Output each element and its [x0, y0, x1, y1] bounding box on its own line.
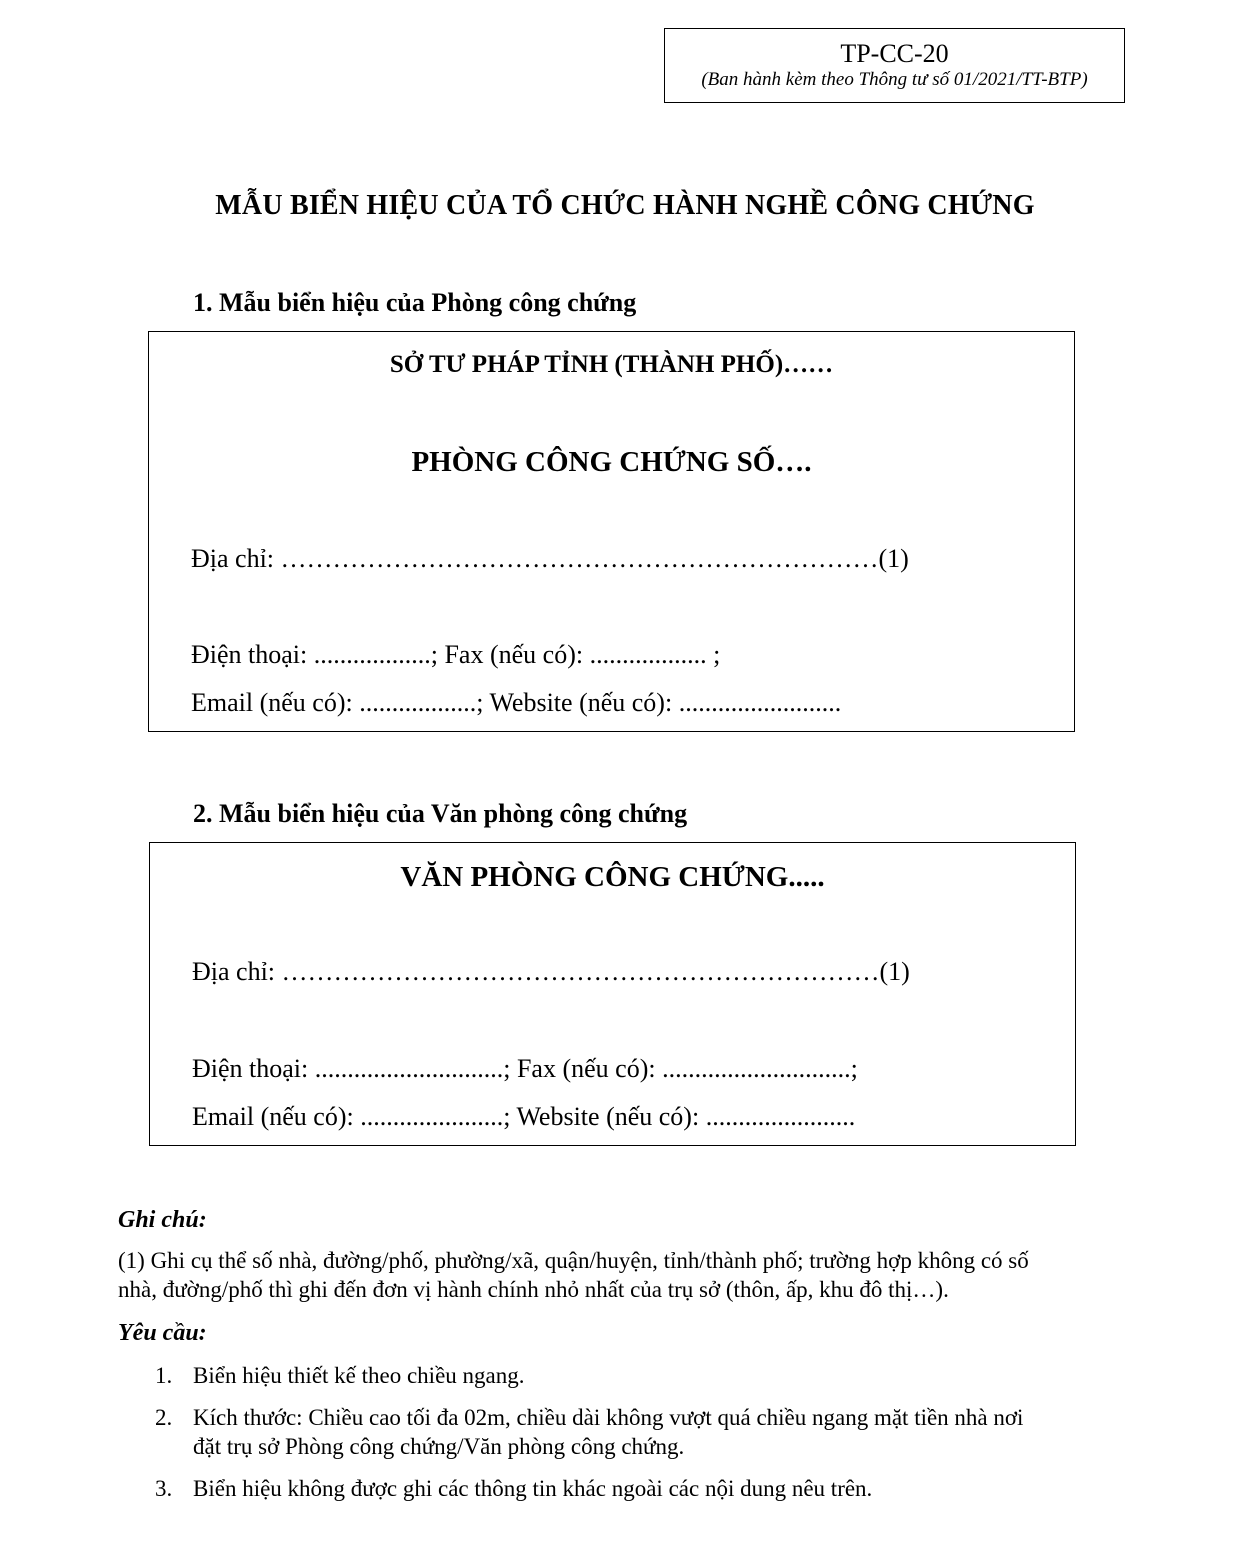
section2-heading: 2. Mẫu biển hiệu của Văn phòng công chứng — [193, 799, 688, 828]
sign-address: Địa chỉ: ……………………………………………………………(1) — [192, 957, 910, 986]
requirement-item — [155, 1474, 1135, 1503]
sign-authority: SỞ TƯ PHÁP TỈNH (THÀNH PHỐ)…… — [389, 351, 834, 378]
notes-label: Ghi chú: — [118, 1207, 207, 1233]
section1-heading: 1. Mẫu biển hiệu của Phòng công chứng — [193, 288, 637, 317]
form-code: TP-CC-20 — [840, 39, 949, 68]
note-1 — [118, 1246, 1130, 1304]
sign-email-website: Email (nếu có): ..................; Website (nếu có): ......................... — [191, 688, 842, 717]
sign-office-name: VĂN PHÒNG CÔNG CHỨNG..... — [400, 861, 825, 893]
requirement-item — [155, 1403, 1135, 1461]
form-reference: (Ban hành kèm theo Thông tư số 01/2021/TT-BTP) — [701, 69, 1088, 90]
sign-phone-fax: Điện thoại: .............................; Fax (nếu có): .............................; — [192, 1054, 858, 1083]
note-1-line-1: (1) Ghi cụ thể số nhà, đường/phố, phường/xã, quận/huyện, tỉnh/thành phố; trường hợp không có số — [118, 1248, 1029, 1273]
sign-phone-fax: Điện thoại: ..................; Fax (nếu có): .................. ; — [191, 640, 721, 669]
requirements-label: Yêu cầu: — [118, 1320, 207, 1346]
notary-private-office-sign — [149, 842, 1076, 1146]
document-title: MẪU BIỂN HIỆU CỦA TỔ CHỨC HÀNH NGHỀ CÔNG CHỨNG — [215, 190, 1035, 221]
requirement-text-continued: đặt trụ sở Phòng công chứng/Văn phòng công chứng. — [193, 1434, 685, 1459]
requirement-number: 1. — [155, 1363, 173, 1388]
sign-address: Địa chỉ: ……………………………………………………………(1) — [191, 544, 909, 573]
notary-office-sign — [148, 331, 1075, 732]
form-code-box — [664, 28, 1125, 103]
note-1-line-2: nhà, đường/phố thì ghi đến đơn vị hành chính nhỏ nhất của trụ sở (thôn, ấp, khu đô thị…). — [118, 1277, 949, 1302]
requirement-item — [155, 1361, 1135, 1390]
sign-office-name: PHÒNG CÔNG CHỨNG SỐ…. — [411, 446, 812, 478]
requirement-text: Biển hiệu thiết kế theo chiều ngang. — [193, 1363, 525, 1388]
requirement-number: 2. — [155, 1405, 173, 1430]
requirement-text: Biển hiệu không được ghi các thông tin khác ngoài các nội dung nêu trên. — [193, 1476, 873, 1501]
requirement-number: 3. — [155, 1476, 173, 1501]
requirement-text: Kích thước: Chiều cao tối đa 02m, chiều dài không vượt quá chiều ngang mặt tiền nhà nơi — [193, 1405, 1024, 1430]
sign-email-website: Email (nếu có): ......................; Website (nếu có): ....................... — [192, 1102, 856, 1131]
